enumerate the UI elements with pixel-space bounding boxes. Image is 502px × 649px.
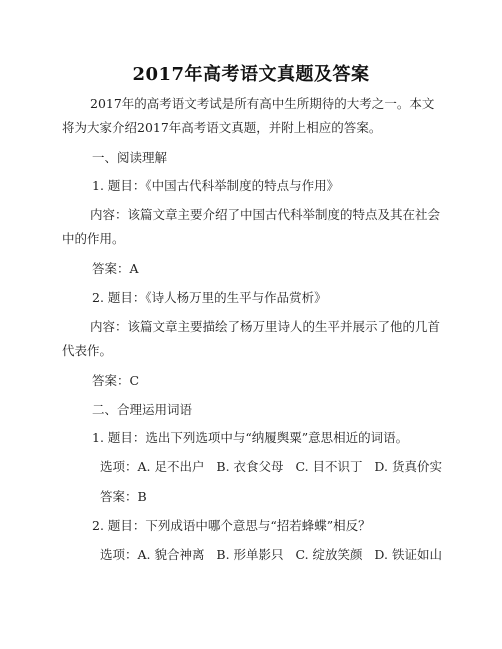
- document-title: 2017年高考语文真题及答案: [132, 64, 370, 85]
- question-answer: 答案：A: [92, 261, 139, 276]
- question-title: 2. 题目：下列成语中哪个意思与“招若蜂蝶”相反？: [92, 518, 371, 533]
- question-answer: 答案：C: [92, 373, 140, 388]
- question-content: 内容：该篇文章主要介绍了中国古代科举制度的特点及其在社会中的作用。: [62, 207, 441, 246]
- intro-paragraph: 2017年的高考语文考试是所有高中生所期待的大考之一。本文将为大家介绍2017年高考语文真题，并附上相应的答案。: [62, 96, 435, 135]
- question-content: 内容：该篇文章主要描绘了杨万里诗人的生平并展示了他的几首代表作。: [62, 319, 441, 358]
- section-heading-word-usage: 二、合理运用词语: [92, 402, 193, 417]
- question-title: 2. 题目：《诗人杨万里的生平与作品赏析》: [92, 290, 327, 305]
- question-options: 选项：A. 貌合神离 B. 形单影只 C. 绽放笑颜 D. 铁证如山: [100, 547, 442, 562]
- question-title: 1. 题目：选出下列选项中与“纳履舆粟”意思相近的词语。: [92, 430, 409, 445]
- question-options: 选项：A. 足不出户 B. 衣食父母 C. 目不识丁 D. 货真价实: [100, 459, 442, 474]
- question-answer: 答案：B: [100, 489, 147, 504]
- question-title: 1. 题目：《中国古代科举制度的特点与作用》: [92, 178, 340, 193]
- section-heading-reading: 一、阅读理解: [92, 150, 168, 165]
